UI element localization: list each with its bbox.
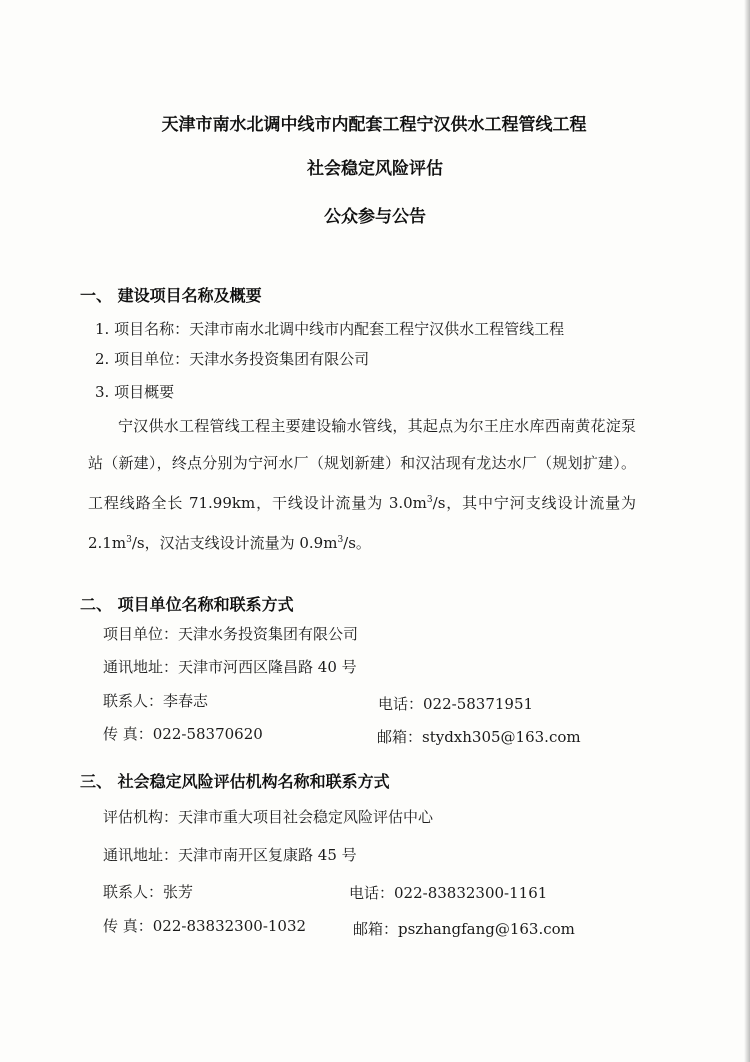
- section1-heading: 一、 建设项目名称及概要: [80, 286, 262, 305]
- overview-text-a: 宁汉供水工程管线工程主要建设输水管线，其起点为尔王庄水库西南黄花淀泵站（新建），终点分别为宁河水厂（规划新建）和汉沽现有龙达水厂（规划扩建）。工程线路全长 71.99km，干线设计流量为 3.0m: [88, 417, 636, 512]
- project-name-item: 1. 项目名称：天津市南水北调中线市内配套工程宁汉供水工程管线工程: [95, 320, 565, 338]
- project-overview-paragraph: [88, 408, 636, 562]
- email-line: 邮箱：stydxh305@163.com: [377, 728, 581, 746]
- phone-line: 电话：022-83832300-1161: [349, 884, 548, 902]
- fax-line: 传 真：022-83832300-1032: [103, 917, 307, 935]
- email-line: 邮箱：pszhangfang@163.com: [353, 920, 575, 938]
- phone-line: 电话：022-58371951: [378, 695, 534, 713]
- address-line: 通讯地址：天津市河西区隆昌路 40 号: [103, 658, 357, 676]
- contact-person: 联系人：李春志: [103, 692, 209, 710]
- overview-text-c: /s，汉沽支线设计流量为 0.9m: [131, 534, 338, 552]
- project-overview-item: 3. 项目概要: [95, 383, 175, 401]
- document-title: 天津市南水北调中线市内配套工程宁汉供水工程管线工程: [161, 115, 587, 135]
- address-line: 通讯地址：天津市南开区复康路 45 号: [103, 846, 357, 864]
- overview-text-d: /s。: [343, 534, 371, 552]
- superscript-3: 3: [337, 535, 344, 545]
- org-line: 评估机构：天津市重大项目社会稳定风险评估中心: [103, 808, 434, 826]
- document-subtitle: 社会稳定风险评估: [307, 159, 443, 179]
- announcement-title: 公众参与公告: [324, 207, 426, 227]
- contact-person: 联系人：张芳: [103, 883, 194, 901]
- unit-line: 项目单位：天津水务投资集团有限公司: [103, 625, 359, 643]
- superscript-3: 3: [426, 495, 433, 505]
- project-unit-item: 2. 项目单位：天津水务投资集团有限公司: [95, 350, 370, 368]
- fax-line: 传 真：022-58370620: [103, 725, 263, 743]
- overview-text-b: /s，其中宁河支线设计流量为 2.1m: [88, 494, 636, 552]
- section2-heading: 二、 项目单位名称和联系方式: [80, 595, 294, 614]
- superscript-3: 3: [126, 535, 132, 545]
- section3-heading: 三、 社会稳定风险评估机构名称和联系方式: [80, 772, 390, 791]
